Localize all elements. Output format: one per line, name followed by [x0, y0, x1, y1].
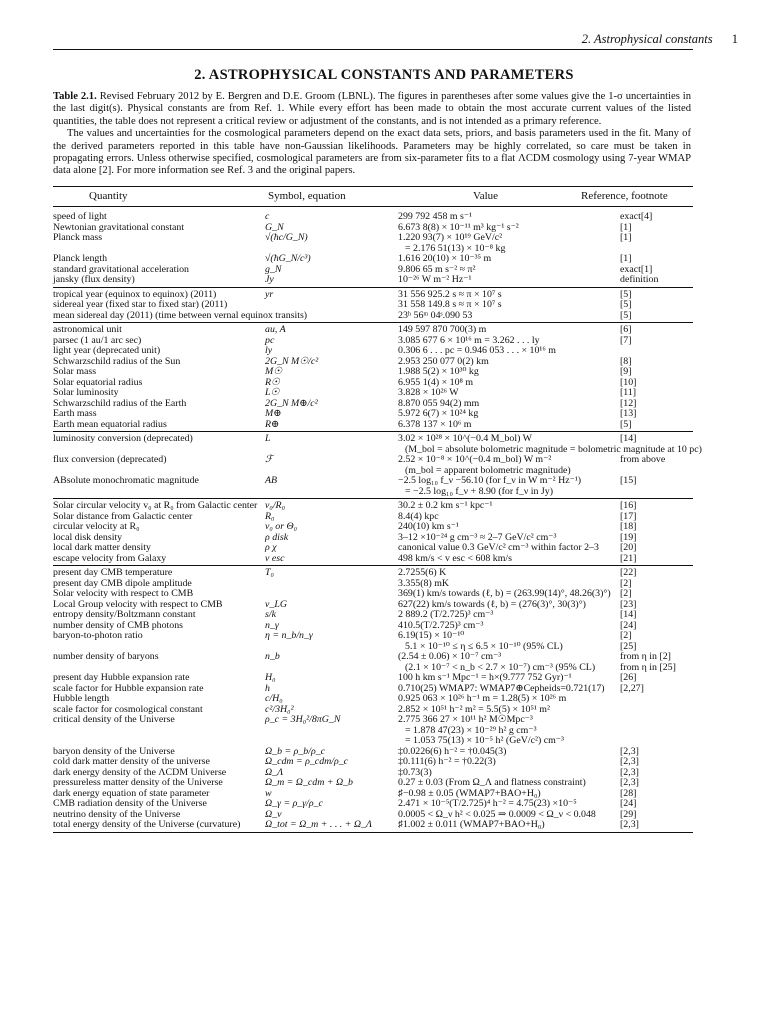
header-symbol: Symbol, equation	[268, 190, 346, 202]
reference-cell: [9]	[620, 366, 632, 377]
value-cell: 410.5(T/2.725)³ cm⁻³	[398, 619, 484, 631]
value-cell: ‡0.73(3)	[398, 766, 432, 778]
table-row	[53, 455, 693, 466]
value-cell: 9.806 65 m s⁻² ≈ π²	[398, 263, 476, 275]
symbol-cell: c²/3H₀²	[265, 703, 294, 715]
quantity-cell: present day Hubble expansion rate	[53, 672, 190, 683]
value-cell: 2 889.2 (T/2.725)³ cm⁻³	[398, 609, 494, 620]
value-cell: 1.220 93(7) × 10¹⁹ GeV/c²	[398, 232, 503, 243]
table-section	[53, 287, 693, 323]
reference-cell: [2]	[620, 588, 632, 599]
reference-cell: [1]	[620, 232, 632, 243]
quantity-cell: Schwarzschild radius of the Sun	[53, 355, 181, 367]
quantity-cell: Solar mass	[53, 366, 97, 377]
value-cell: 0.710(25) WMAP7: WMAP7⊕Cepheids=0.721(17)	[398, 682, 605, 694]
reference-cell: [2]	[620, 630, 632, 641]
reference-cell: [11]	[620, 387, 637, 398]
value-cell: ♯1.002 ± 0.011 (WMAP7+BAO+H₀)	[398, 819, 545, 830]
symbol-cell: c	[265, 211, 270, 222]
value-cell: = 1.878 47(23) × 10⁻²⁹ h² g cm⁻³	[405, 724, 537, 736]
quantity-cell: local disk density	[53, 531, 123, 543]
symbol-cell: √(ħG_N/c³)	[265, 253, 311, 264]
table-row	[53, 778, 693, 789]
reference-cell: [2]	[620, 577, 632, 589]
value-cell: = −2.5 log₁₀ f_ν + 8.90 (for f_ν in Jy)	[405, 485, 553, 497]
value-cell: 0.925 063 × 10²⁶ h⁻¹ m = 1.28(5) × 10²⁶ m	[398, 693, 567, 704]
table-section	[53, 565, 693, 832]
value-cell: 6.19(15) × 10⁻¹⁰	[398, 630, 465, 641]
table-row	[53, 621, 693, 632]
symbol-cell: au, A	[265, 324, 286, 335]
quantity-cell: Hubble length	[53, 693, 110, 704]
value-cell: ‡0.111(6) h⁻² = †0.22(3)	[398, 756, 496, 767]
symbol-cell: ly	[265, 345, 273, 356]
table-row	[53, 223, 693, 234]
value-cell: 1.616 20(10) × 10⁻³⁵ m	[398, 253, 492, 264]
quantity-cell: baryon-to-photon ratio	[53, 630, 143, 641]
value-cell: 2.52 × 10⁻⁸ × 10^(−0.4 m_bol) W m⁻²	[398, 454, 552, 465]
value-cell: (2.1 × 10⁻⁷ < n_b < 2.7 × 10⁻⁷) cm⁻³ (95% CL)	[405, 661, 596, 673]
table-row	[53, 726, 693, 737]
reference-cell: [20]	[620, 542, 637, 553]
symbol-cell: ρ χ	[265, 542, 277, 553]
table-row	[53, 388, 693, 399]
value-cell: 3.355(8) mK	[398, 577, 450, 589]
value-cell: 498 km/s < v esc < 608 km/s	[398, 552, 513, 564]
reference-cell: [19]	[620, 531, 637, 543]
reference-cell: [2,3]	[620, 766, 639, 778]
value-cell: 5.972 6(7) × 10²⁴ kg	[398, 408, 479, 419]
reference-cell: [5]	[620, 288, 632, 300]
table-row	[53, 799, 693, 810]
quantity-cell: Solar velocity with respect to CMB	[53, 588, 194, 599]
symbol-cell: 2G_N M☉/c²	[265, 355, 319, 367]
constants-table	[53, 210, 702, 833]
quantity-cell: CMB radiation density of the Universe	[53, 798, 207, 809]
symbol-cell: M☉	[265, 366, 283, 377]
quantity-cell: number density of baryons	[53, 651, 159, 662]
value-cell: 6.378 137 × 10⁶ m	[398, 418, 472, 430]
symbol-cell: ρ disk	[265, 531, 289, 543]
quantity-cell: cold dark matter density of the universe	[53, 756, 210, 767]
table-section	[53, 210, 693, 287]
table-row	[53, 367, 693, 378]
table-row	[53, 265, 693, 276]
quantity-cell: mean sidereal day (2011) (time between vernal equinox transits)	[53, 309, 308, 321]
value-cell: 8.4(4) kpc	[398, 510, 439, 522]
reference-cell: [28]	[620, 787, 637, 799]
reference-cell: exact[1]	[620, 263, 653, 275]
quantity-cell: scale factor for cosmological constant	[53, 703, 203, 715]
value-cell: 6.955 1(4) × 10⁸ m	[398, 376, 474, 388]
value-cell: = 1.053 75(13) × 10⁻⁵ h² (GeV/c²) cm⁻³	[405, 735, 564, 746]
table-row	[53, 325, 693, 336]
table-row	[53, 434, 693, 445]
value-cell: 23ʰ 56ᵐ 04ˢ.090 53	[398, 309, 473, 321]
value-cell: 31 558 149.8 s ≈ π × 10⁷ s	[398, 299, 502, 310]
intro-paragraph-1: Revised February 2012 by E. Bergren and D.E. Groom (LBNL). The figures in parentheses after some values give the 1-σ uncertainties in the last digit(s). Physical constants are from Ref. 1. While every effort has been made to obtain the most accurate current values of the listed quantities, the table does not represent a critical review or adjustment of the constants, and is not intended as a primary reference.	[53, 91, 692, 127]
reference-cell: [10]	[620, 376, 637, 388]
quantity-cell: total energy density of the Universe (curvature)	[53, 819, 241, 830]
symbol-cell: M⊕	[265, 408, 282, 419]
quantity-cell: baryon density of the Universe	[53, 745, 175, 757]
page-number: 1	[731, 32, 738, 46]
reference-cell: [5]	[620, 309, 632, 321]
reference-cell: definition	[620, 274, 659, 285]
value-cell: 3.085 677 6 × 10¹⁶ m = 3.262 . . . ly	[398, 334, 540, 346]
reference-cell: [23]	[620, 598, 637, 610]
symbol-cell: h	[265, 682, 270, 694]
value-cell: 5.1 × 10⁻¹⁰ ≤ η ≤ 6.5 × 10⁻¹⁰ (95% CL)	[405, 640, 563, 652]
quantity-cell: Solar circular velocity v₀ at R₀ from Galactic center	[53, 500, 258, 511]
intro-paragraph-2: The values and uncertainties for the cosmological parameters depend on the exact data sets, priors, and basis parameters used in the fit. Many of the derived parameters reported in this table have non-Gaussian likelihoods. Parameters may be highly correlated, so care must be taken in propagating errors. Unless otherwise specified, cosmological parameters are from six-parameter fits to a flat ΛCDM cosmology using 7-year WMAP data alone [2]. For more information see Ref. 3 and the original papers.	[53, 128, 691, 177]
header-reference: Reference, footnote	[581, 190, 668, 202]
table-section	[53, 498, 693, 565]
table-row	[53, 820, 693, 831]
value-cell: (2.54 ± 0.06) × 10⁻⁷ cm⁻³	[398, 651, 502, 662]
value-cell: 0.27 ± 0.03 (From Ω_Λ and flatness constraint)	[398, 777, 586, 788]
value-cell: 100 h km s⁻¹ Mpc⁻¹ = h×(9.777 752 Gyr)⁻¹	[398, 672, 572, 683]
value-cell: ♯−0.98 ± 0.05 (WMAP7+BAO+H₀)	[398, 787, 541, 799]
quantity-cell: circular velocity at R₀	[53, 521, 140, 532]
quantity-cell: flux conversion (deprecated)	[53, 454, 167, 465]
table-row	[53, 736, 693, 747]
table-bottom-rule	[53, 832, 693, 833]
reference-cell: [2,27]	[620, 682, 644, 694]
reference-cell: from η in [25]	[620, 661, 676, 673]
table-row	[53, 610, 693, 621]
symbol-cell: yr	[265, 288, 274, 300]
symbol-cell: Ω_m = Ω_cdm + Ω_b	[265, 777, 353, 788]
value-cell: canonical value 0.3 GeV/c² cm⁻³ within factor 2–3	[398, 542, 599, 553]
quantity-cell: parsec (1 au/1 arc sec)	[53, 334, 142, 346]
quantity-cell: entropy density/Boltzmann constant	[53, 609, 196, 620]
page-title: 2. ASTROPHYSICAL CONSTANTS AND PARAMETERS	[194, 67, 574, 83]
reference-cell: [14]	[620, 433, 637, 444]
symbol-cell: v₀ or Θ₀	[265, 521, 298, 532]
reference-cell: [2,3]	[620, 819, 639, 830]
value-cell: ‡0.0226(6) h⁻² = †0.045(3)	[398, 745, 507, 757]
quantity-cell: light year (deprecated unit)	[53, 345, 161, 356]
value-cell: 627(22) km/s towards (ℓ, b) = (276(3)°, 30(3)°)	[398, 598, 586, 610]
symbol-cell: Ω_cdm = ρ_cdm/ρ_c	[265, 756, 349, 767]
quantity-cell: tropical year (equinox to equinox) (2011)	[53, 288, 217, 300]
symbol-cell: ℱ	[265, 454, 273, 465]
value-cell: 31 556 925.2 s ≈ π × 10⁷ s	[398, 288, 502, 300]
symbol-cell: H₀	[265, 672, 276, 683]
symbol-cell: c/H₀	[265, 693, 283, 704]
reference-cell: [22]	[620, 567, 637, 578]
quantity-cell: Planck mass	[53, 232, 103, 243]
reference-cell: [15]	[620, 475, 637, 486]
reference-cell: [25]	[620, 640, 637, 652]
table-row	[53, 512, 693, 523]
running-head	[582, 32, 738, 47]
symbol-cell: n_γ	[265, 619, 279, 631]
table-top-rule	[53, 186, 693, 187]
symbol-cell: R⊕	[265, 418, 280, 430]
value-cell: 149 597 870 700(3) m	[398, 324, 487, 335]
reference-cell: [5]	[620, 418, 632, 430]
quantity-cell: ABsolute monochromatic magnitude	[53, 475, 199, 486]
symbol-cell: η = n_b/n_γ	[265, 630, 313, 641]
reference-cell: [6]	[620, 324, 632, 335]
table-row	[53, 694, 693, 705]
table-row	[53, 409, 693, 420]
table-row	[53, 522, 693, 533]
quantity-cell: pressureless matter density of the Universe	[53, 777, 223, 788]
intro-text	[53, 91, 691, 178]
quantity-cell: Newtonian gravitational constant	[53, 221, 185, 233]
reference-cell: [12]	[620, 397, 637, 409]
reference-cell: [18]	[620, 521, 637, 532]
table-row	[53, 357, 693, 368]
quantity-cell: escape velocity from Galaxy	[53, 552, 167, 564]
table-row	[53, 233, 693, 244]
table-row	[53, 311, 693, 322]
value-cell: = 2.176 51(13) × 10⁻⁸ kg	[405, 242, 506, 254]
value-cell: 10⁻²⁶ W m⁻² Hz⁻¹	[398, 274, 472, 285]
quantity-cell: Solar luminosity	[53, 387, 119, 398]
table-row	[53, 554, 693, 565]
table-section	[53, 322, 693, 431]
value-cell: 2.953 250 077 0(2) km	[398, 355, 489, 367]
reference-cell: exact[4]	[620, 211, 653, 222]
symbol-cell: v esc	[265, 552, 285, 564]
value-cell: (M_bol = absolute bolometric magnitude = bolometric magnitude at 10 pc)	[405, 443, 702, 455]
table-row	[53, 346, 693, 357]
symbol-cell: Ω_γ = ρ_γ/ρ_c	[265, 798, 323, 809]
quantity-cell: Solar distance from Galactic center	[53, 510, 193, 522]
quantity-cell: critical density of the Universe	[53, 714, 175, 725]
table-row	[53, 420, 693, 431]
value-cell: 0.0005 < Ω_ν h² < 0.025 ⇒ 0.0009 < Ω_ν < 0.048	[398, 808, 596, 820]
reference-cell: [1]	[620, 221, 632, 233]
quantity-cell: Solar equatorial radius	[53, 376, 143, 388]
table-row	[53, 212, 693, 223]
header-rule	[53, 49, 693, 50]
reference-cell: [1]	[620, 253, 632, 264]
quantity-cell: dark energy equation of state parameter	[53, 787, 210, 799]
value-cell: 240(10) km s⁻¹	[398, 521, 459, 532]
table-section	[53, 431, 702, 498]
quantity-cell: number density of CMB photons	[53, 619, 184, 631]
quantity-cell: jansky (flux density)	[53, 274, 135, 285]
quantity-cell: Earth mass	[53, 408, 97, 419]
table-row	[53, 501, 693, 512]
quantity-cell: present day CMB temperature	[53, 567, 173, 578]
quantity-cell: luminosity conversion (deprecated)	[53, 433, 193, 444]
value-cell: 1.988 5(2) × 10³⁰ kg	[398, 366, 479, 377]
table-row	[53, 684, 693, 695]
value-cell: 2.471 × 10⁻⁵(T/2.725)⁴ h⁻² = 4.75(23) ×10⁻⁵	[398, 798, 577, 809]
reference-cell: [8]	[620, 355, 632, 367]
table-row	[53, 568, 693, 579]
header-bottom-rule	[53, 206, 693, 207]
value-cell: 3.02 × 10²⁸ × 10^(−0.4 M_bol) W	[398, 433, 532, 444]
symbol-cell: ρ_c = 3H₀²/8πG_N	[265, 714, 341, 725]
value-cell: 3–12 ×10⁻²⁴ g cm⁻³ ≈ 2–7 GeV/c² cm⁻³	[398, 531, 557, 543]
quantity-cell: present day CMB dipole amplitude	[53, 577, 192, 589]
reference-cell: [29]	[620, 808, 637, 820]
table-row	[53, 757, 693, 768]
header-quantity: Quantity	[89, 190, 128, 202]
reference-cell: [14]	[620, 609, 637, 620]
reference-cell: [13]	[620, 408, 637, 419]
running-head-section: 2. Astrophysical constants	[581, 32, 713, 46]
symbol-cell: s/k	[265, 609, 276, 620]
quantity-cell: speed of light	[53, 211, 107, 222]
reference-cell: [26]	[620, 672, 637, 683]
quantity-cell: Planck length	[53, 253, 108, 264]
quantity-cell: scale factor for Hubble expansion rate	[53, 682, 204, 694]
symbol-cell: n_b	[265, 651, 280, 662]
reference-cell: from above	[620, 454, 666, 465]
table-row	[53, 254, 693, 265]
symbol-cell: v₀/R₀	[265, 500, 286, 511]
symbol-cell: Ω_ν	[265, 808, 282, 820]
value-cell: 299 792 458 m s⁻¹	[398, 211, 473, 222]
table-row	[53, 652, 693, 663]
quantity-cell: Schwarzschild radius of the Earth	[53, 397, 187, 409]
reference-cell: [24]	[620, 619, 637, 631]
table-row	[53, 631, 693, 642]
table-row	[53, 300, 693, 311]
reference-cell: [17]	[620, 510, 637, 522]
table-row	[53, 715, 693, 726]
reference-cell: [2,3]	[620, 777, 639, 788]
reference-cell: from η in [2]	[620, 651, 671, 662]
symbol-cell: L	[265, 433, 271, 444]
table-row	[53, 275, 693, 286]
value-cell: (m_bol = apparent bolometric magnitude)	[405, 464, 571, 476]
quantity-cell: Earth mean equatorial radius	[53, 418, 167, 430]
symbol-cell: Ω_Λ	[265, 766, 284, 778]
table-row	[53, 399, 693, 410]
header-value: Value	[473, 190, 499, 202]
reference-cell: [21]	[620, 552, 637, 564]
value-cell: 8.870 055 94(2) mm	[398, 397, 480, 409]
value-cell: 6.673 8(8) × 10⁻¹¹ m³ kg⁻¹ s⁻²	[398, 221, 519, 233]
reference-cell: [2,3]	[620, 756, 639, 767]
table-row	[53, 487, 693, 498]
symbol-cell: G_N	[265, 221, 284, 233]
symbol-cell: v_LG	[265, 598, 287, 610]
reference-cell: [16]	[620, 500, 637, 511]
quantity-cell: sidereal year (fixed star to fixed star) (2011)	[53, 299, 228, 310]
symbol-cell: pc	[265, 334, 275, 346]
quantity-cell: standard gravitational acceleration	[53, 263, 189, 275]
value-cell: −2.5 log₁₀ f_ν −56.10 (for f_ν in W m⁻² Hz⁻¹)	[398, 475, 582, 486]
value-cell: 2.7255(6) K	[398, 567, 447, 578]
symbol-cell: 2G_N M⊕/c²	[265, 397, 318, 409]
table-row	[53, 476, 693, 487]
table-label: Table 2.1.	[53, 91, 97, 102]
symbol-cell: L☉	[265, 387, 280, 398]
value-cell: 30.2 ± 0.2 km s⁻¹ kpc⁻¹	[398, 500, 493, 511]
quantity-cell: astronomical unit	[53, 324, 122, 335]
value-cell: 3.828 × 10²⁶ W	[398, 387, 459, 398]
reference-cell: [2,3]	[620, 745, 639, 757]
symbol-cell: Jy	[265, 274, 274, 285]
quantity-cell: local dark matter density	[53, 542, 151, 553]
quantity-cell: Local Group velocity with respect to CMB	[53, 598, 223, 610]
table-row	[53, 589, 693, 600]
symbol-cell: Ω_b = ρ_b/ρ_c	[265, 745, 326, 757]
symbol-cell: R₀	[265, 510, 275, 522]
reference-cell: [7]	[620, 334, 632, 346]
table-row	[53, 244, 693, 255]
symbol-cell: Ω_tot = Ω_m + . . . + Ω_Λ	[265, 819, 372, 830]
symbol-cell: √(ħc/G_N)	[265, 232, 308, 243]
symbol-cell: AB	[265, 475, 278, 486]
reference-cell: [24]	[620, 798, 637, 809]
quantity-cell: neutrino density of the Universe	[53, 808, 181, 820]
symbol-cell: w	[265, 787, 272, 799]
value-cell: 0.306 6 . . . pc = 0.946 053 . . . × 10¹⁶ m	[398, 345, 556, 356]
table-row	[53, 378, 693, 389]
value-cell: 369(1) km/s towards (ℓ, b) = (263.99(14)°, 48.26(3)°)	[398, 588, 611, 599]
table-row	[53, 673, 693, 684]
table-row	[53, 543, 693, 554]
value-cell: 2.852 × 10⁵¹ h⁻² m² = 5.5(5) × 10⁵¹ m²	[398, 703, 550, 715]
reference-cell: [5]	[620, 299, 632, 310]
symbol-cell: R☉	[265, 376, 280, 388]
symbol-cell: g_N	[265, 263, 282, 275]
symbol-cell: T₀	[265, 567, 274, 578]
value-cell: 2.775 366 27 × 10¹¹ h² M☉Mpc⁻³	[398, 714, 533, 725]
quantity-cell: dark energy density of the ΛCDM Universe	[53, 766, 227, 778]
